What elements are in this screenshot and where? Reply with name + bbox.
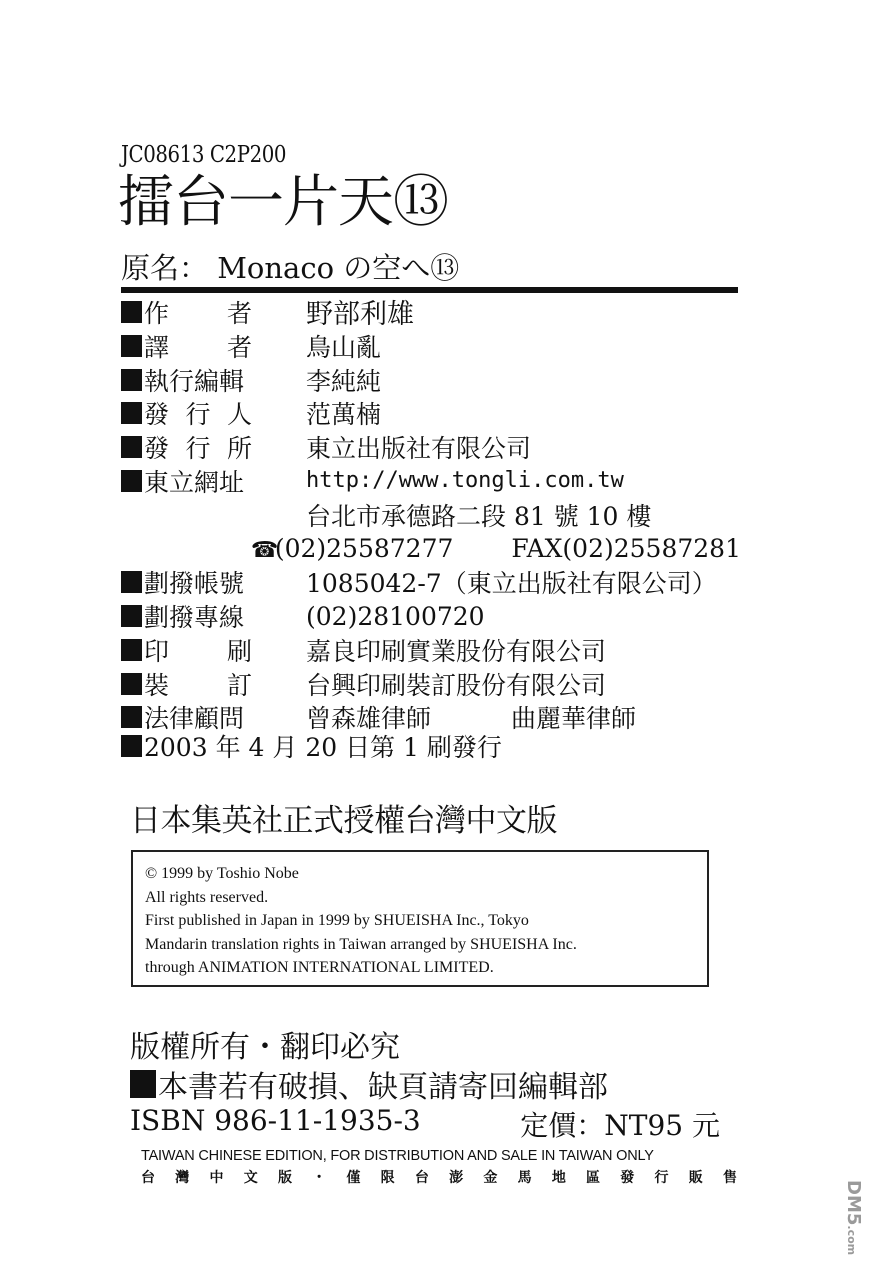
credit-row-website — [121, 464, 741, 498]
label-text: 法律顧問 — [144, 704, 245, 734]
label-char: 行 — [185, 400, 211, 430]
phone-icon: ☎ — [250, 537, 279, 563]
edition-char: 販 — [688, 1170, 703, 1186]
credit-value: 李純純 — [306, 366, 382, 396]
edition-char: 台 — [414, 1170, 429, 1186]
label-char: 者 — [226, 298, 252, 328]
label-char: 作 — [144, 298, 170, 328]
credit-row-translator — [121, 329, 741, 363]
edition-chinese — [141, 1167, 737, 1187]
label-char: 人 — [226, 400, 252, 430]
isbn-price-row — [130, 1104, 720, 1144]
bullet-square — [121, 735, 142, 757]
isbn: ISBN 986-11-1935-3 — [130, 1104, 421, 1137]
edition-char: 版 — [277, 1170, 292, 1186]
edition-char: 台 — [141, 1170, 155, 1186]
label-text: 劃撥專線 — [144, 603, 245, 633]
watermark-suffix: .com — [845, 1225, 858, 1256]
notice-text: 本書若有破損、缺頁請寄回編輯部 — [158, 1070, 608, 1105]
bullet-square — [121, 436, 142, 458]
credit-row-printing — [121, 633, 741, 667]
edition-char: 澎 — [449, 1170, 464, 1186]
label-char: 發 — [144, 400, 170, 430]
label-char: 發 — [144, 434, 170, 464]
damage-notice — [130, 1062, 608, 1106]
label-text: 執行編輯 — [144, 366, 245, 396]
edition-char: 灣 — [175, 1170, 190, 1186]
credit-value: 范萬楠 — [306, 400, 382, 430]
label-char: 刷 — [226, 636, 252, 666]
bullet-square — [121, 335, 142, 357]
bullet-square — [121, 301, 142, 323]
address: 台北市承德路二段 81 號 10 樓 — [306, 501, 652, 531]
book-title: 擂台一片天⑬ — [118, 170, 448, 235]
label-char: 行 — [185, 434, 211, 464]
edition-char: 限 — [380, 1170, 395, 1186]
dm5-watermark — [838, 1180, 868, 1280]
credit-value: (02)28100720 — [306, 601, 485, 631]
label-char: 訂 — [226, 670, 252, 700]
edition-char: 中 — [209, 1170, 224, 1186]
copyright-line: Mandarin translation rights in Taiwan arranged by SHUEISHA Inc. — [145, 935, 577, 953]
label-char: 所 — [226, 434, 252, 464]
license-statement: 日本集英社正式授權台灣中文版 — [130, 803, 557, 839]
credit-value: 東立出版社有限公司 — [306, 434, 532, 464]
copyright-line: © 1999 by Toshio Nobe — [145, 865, 299, 882]
credit-row-publisher — [121, 396, 741, 430]
copyright-box — [131, 850, 709, 987]
credit-value: 1085042-7（東立出版社有限公司） — [306, 569, 717, 599]
bullet-square — [121, 369, 142, 391]
credit-row-editor — [121, 363, 741, 397]
label-char: 者 — [226, 332, 252, 362]
bullet-square — [121, 571, 142, 593]
bullet-square — [121, 706, 142, 728]
edition-english: TAIWAN CHINESE EDITION, FOR DISTRIBUTION AND SALE IN TAIWAN ONLY — [141, 1148, 654, 1164]
copyright-line: through ANIMATION INTERNATIONAL LIMITED. — [145, 959, 494, 976]
label-char: 譯 — [144, 332, 170, 362]
edition-char: 行 — [654, 1170, 669, 1186]
bullet-square — [121, 639, 142, 661]
credit-row-postal-account — [121, 565, 741, 599]
credit-value: 野部利雄 — [306, 299, 414, 331]
credit-row-contact — [121, 532, 741, 566]
bullet-square — [121, 470, 142, 492]
credit-value: 鳥山亂 — [306, 332, 382, 362]
edition-char: 金 — [483, 1170, 498, 1186]
lawyer-1: 曾森雄律師 — [306, 704, 432, 734]
lawyer-2: 曲麗華律師 — [511, 704, 637, 734]
edition-char: 售 — [722, 1170, 737, 1186]
copyright-line: All rights reserved. — [145, 888, 269, 906]
edition-char: 僅 — [346, 1170, 361, 1186]
original-title: 原名： Monaco の空へ⑬ — [121, 251, 460, 285]
credit-value: 嘉良印刷實業股份有限公司 — [306, 636, 607, 666]
label-text: 東立網址 — [144, 467, 245, 497]
bullet-square — [121, 605, 142, 627]
label-char: 裝 — [144, 670, 170, 700]
bullet-square — [121, 402, 142, 424]
credits-list — [121, 295, 741, 734]
credit-row-postal-line — [121, 599, 741, 633]
edition-char: 文 — [243, 1170, 258, 1186]
label-text: 劃撥帳號 — [144, 569, 245, 599]
copyright-line: First published in Japan in 1999 by SHUEISHA Inc., Tokyo — [145, 912, 529, 929]
edition-char: ・ — [312, 1170, 327, 1186]
credit-row-binding — [121, 667, 741, 701]
bullet-square — [121, 673, 142, 695]
rights-reserved: 版權所有・翻印必究 — [130, 1030, 400, 1065]
phone-number: (02)25587277 — [274, 533, 454, 563]
bullet-square — [130, 1070, 156, 1098]
credit-value: 台興印刷裝訂股份有限公司 — [306, 670, 607, 700]
edition-char: 地 — [551, 1170, 566, 1186]
website-link[interactable]: http://www.tongli.com.tw — [306, 468, 624, 494]
edition-char: 區 — [586, 1170, 601, 1186]
watermark-logo: DM5 — [843, 1180, 864, 1226]
credit-row-publishing-house — [121, 430, 741, 464]
label-char: 印 — [144, 636, 170, 666]
price: 定價：NT95 元 — [520, 1109, 720, 1142]
publication-text: 2003 年 4 月 20 日第 1 刷發行 — [144, 733, 502, 762]
credit-row-author — [121, 295, 741, 329]
book-code: JC08613 C2P200 — [121, 142, 287, 168]
fax-number: FAX(02)25587281 — [511, 533, 741, 563]
edition-char: 發 — [620, 1170, 635, 1186]
credit-row-address — [121, 498, 741, 532]
publication-date — [121, 728, 502, 764]
edition-char: 馬 — [517, 1170, 532, 1186]
